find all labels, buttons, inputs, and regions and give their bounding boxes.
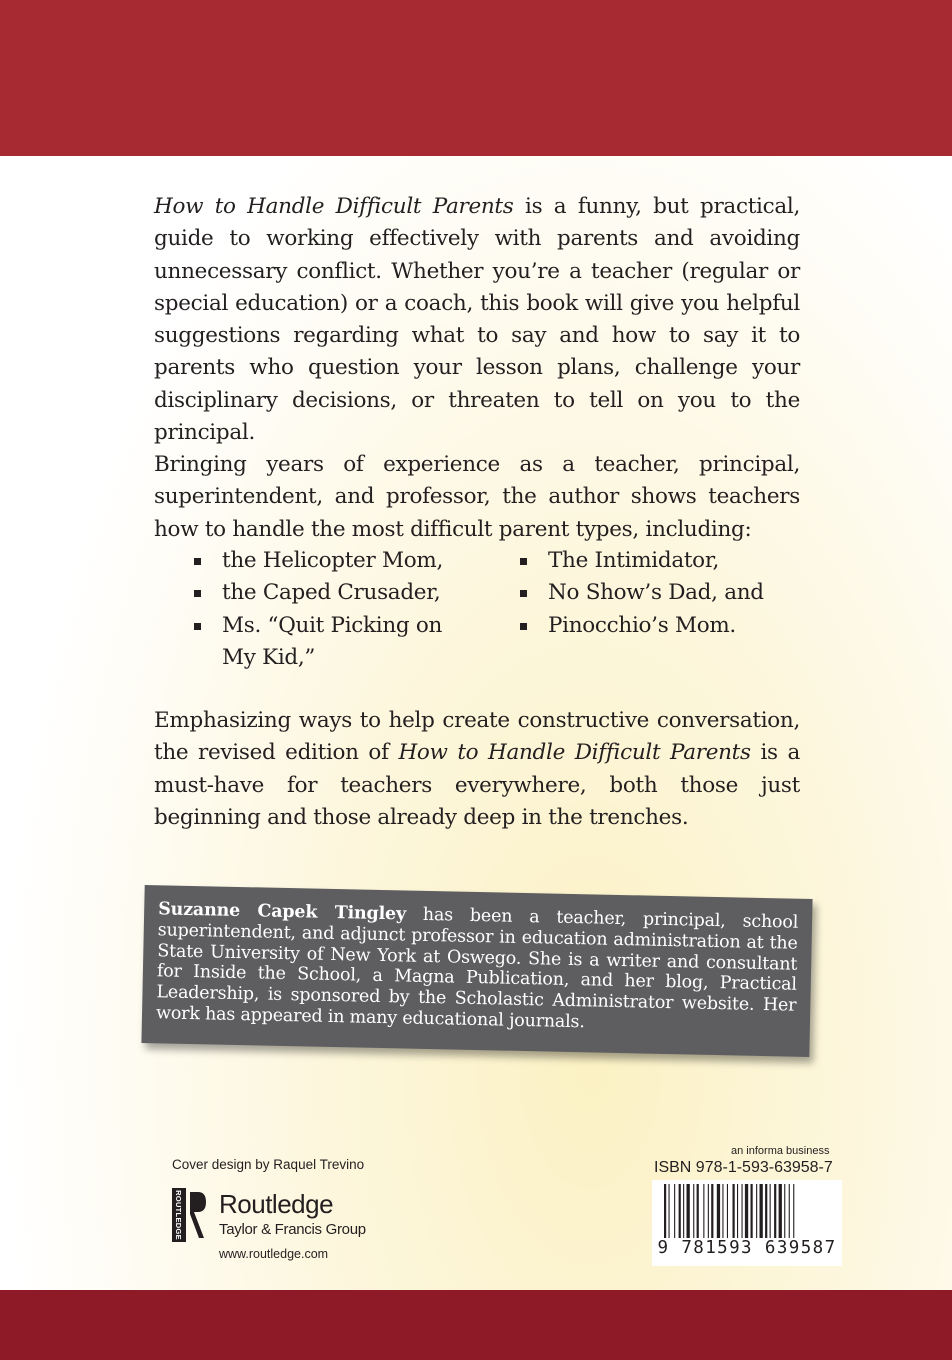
barcode-bar [722,1184,723,1238]
barcode-bar [727,1184,728,1238]
book-title-italic: How to Handle Difficult Parents [154,194,514,219]
book-title-italic: How to Handle Difficult Parents [398,740,751,766]
list-item [192,545,452,577]
list-item-label: the Caped Crusader, [222,580,441,606]
barcode-bar [697,1184,699,1238]
logo-vertical-text: ROUTLEDGE [174,1190,183,1240]
square-bullet-icon [194,623,201,630]
parent-types-right-column [518,545,808,642]
barcode-digits: 9 781593 639587 [657,1238,837,1258]
parent-types-left-column [192,545,452,674]
barcode-bar [703,1184,704,1238]
blurb-paragraph-3 [154,705,800,834]
barcode-bar [784,1184,785,1238]
isbn-label: ISBN 978-1-593-63958-7 [654,1159,833,1176]
square-bullet-icon [520,590,527,597]
blurb-paragraph-2 [154,449,800,546]
publisher-group: Taylor & Francis Group [219,1221,366,1238]
list-item-label: The Intimidator, [548,548,719,573]
barcode-bar [687,1184,690,1238]
square-bullet-icon [194,590,201,597]
barcode-bar [765,1184,767,1238]
barcode-bar [717,1184,720,1238]
blurb-paragraph-1 [154,191,800,449]
list-item-label: the Helicopter Mom, [222,548,443,573]
blurb-text: is a funny, but practical, guide to working effectively with parents and avoiding unnecessary conflict. Whether you’re a teacher (regular or special education) or a coach, this book will give you helpful suggestions regarding what to say and how to say it to parents who question your lesson plans, challenge your disciplinary decisions, or threaten to tell on you to the principal. [154,194,800,446]
informa-tagline: an informa business [731,1145,830,1157]
barcode-bar [751,1184,753,1238]
list-item [518,545,808,577]
author-bio-box [141,885,812,1057]
list-item [518,610,808,642]
barcode-bar [737,1184,738,1238]
square-bullet-icon [520,623,527,630]
barcode-bar [669,1184,670,1238]
barcode-bar [674,1184,675,1238]
top-color-band [0,0,952,156]
barcode-bar [760,1184,763,1238]
author-name: Suzanne Capek Tingley [158,899,407,925]
barcode-bar [742,1184,743,1238]
routledge-logo-icon [172,1188,206,1242]
barcode [652,1180,842,1266]
cover-credit: Cover design by Raquel Trevino [172,1157,365,1172]
list-item-label: Pinocchio’s Mom. [548,612,736,638]
barcode-bar [770,1184,771,1238]
barcode-bar [745,1184,748,1238]
list-item [518,577,808,609]
barcode-bars [662,1184,832,1240]
square-bullet-icon [520,558,527,565]
list-item [192,610,452,675]
barcode-bar [789,1184,790,1238]
parent-types-list [192,545,812,675]
list-item-label: Ms. “Quit Picking on My Kid,” [222,612,443,670]
square-bullet-icon [194,558,201,565]
barcode-bar [774,1184,776,1238]
blurb-text: is a must-have for teachers everywhere, both those just beginning and those already deep in the trenches. [154,740,800,830]
list-item-label: No Show’s Dad, and [548,580,764,606]
barcode-bar [793,1184,794,1238]
blurb-text: Emphasizing ways to help create constructive conversation, the revised edition of [154,708,800,766]
barcode-bar [711,1184,713,1238]
bottom-color-band [0,1290,952,1360]
barcode-bar [756,1184,757,1238]
publisher-website: www.routledge.com [219,1247,329,1261]
barcode-bar [733,1184,735,1238]
publisher-name: Routledge [219,1189,334,1219]
barcode-bar [664,1184,666,1238]
barcode-bar [693,1184,694,1238]
barcode-bar [708,1184,709,1238]
list-item [192,577,452,609]
barcode-bar [779,1184,782,1238]
author-bio-text: has been a teacher, principal, school superintendent, and adjunct professor in education administration at the State University of New York at Oswego. She is a writer and consultant for Inside the School, a Magna Publication, and her blog, Practical Leadership, is sponsored by the Scholastic Administrator website. Her work has appeared in many educational journals. [155,904,799,1033]
barcode-bar [679,1184,681,1238]
barcode-bar [683,1184,684,1238]
blurb-text: Bringing years of experience as a teacher, principal, superintendent, and professor, the author shows teachers how to handle the most difficult parent types, including: [154,452,800,542]
